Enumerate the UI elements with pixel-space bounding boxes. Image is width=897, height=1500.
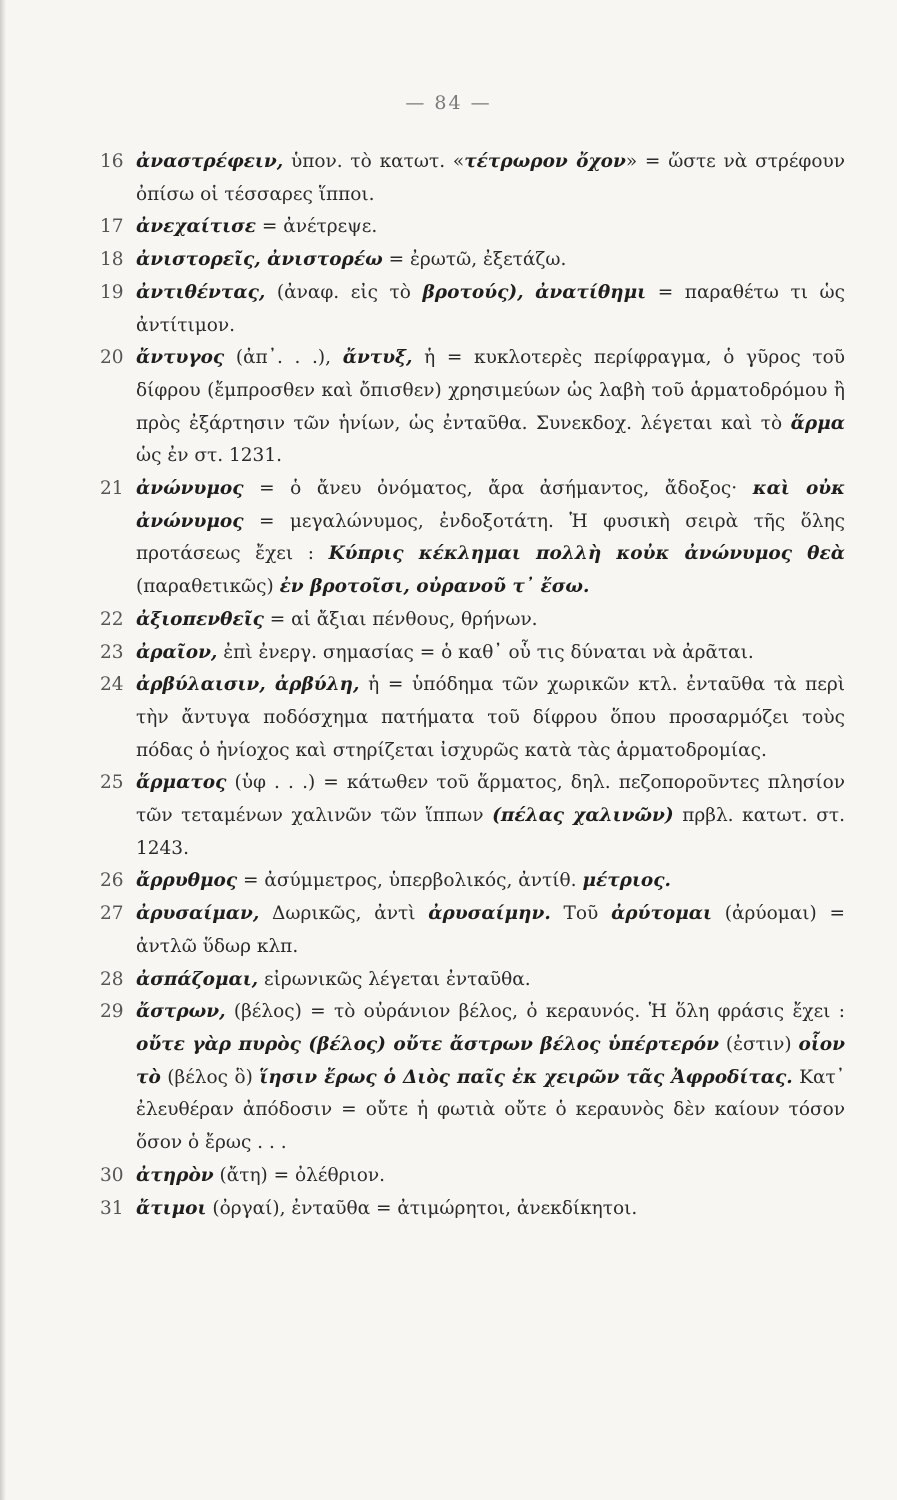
note-text xyxy=(136,244,845,277)
headword: ἀτηρὸν xyxy=(136,1164,214,1186)
note-number: 21 xyxy=(100,478,124,500)
page-number: — 84 — xyxy=(405,92,492,114)
note-text xyxy=(136,964,845,997)
gloss-text: ὑπον. τὸ κατωτ. « xyxy=(283,151,465,172)
headword: ἵησιν ἔρως ὁ Διὸς παῖς ἐκ χειρῶν τᾶς Ἀφροδίτας. xyxy=(259,1066,793,1088)
note-entry xyxy=(100,767,845,865)
gloss-text: Τοῦ xyxy=(550,903,612,925)
headword: ἀρύτομαι xyxy=(611,903,712,925)
headword: μέτριος. xyxy=(582,870,671,892)
note-text xyxy=(136,637,845,670)
headword: οἷον τὸ xyxy=(136,1033,845,1088)
note-number: 24 xyxy=(100,674,124,696)
gloss-text: (ἀρύομαι) = ἀντλῶ ὕδωρ κλπ. xyxy=(136,903,845,957)
gloss-text: Δωρικῶς, ἀντὶ xyxy=(259,903,429,925)
gloss-text: (ἀναφ. εἰς τὸ xyxy=(265,281,423,303)
gloss-text: πρβλ. κατωτ. στ. 1243. xyxy=(136,805,845,859)
note-entry xyxy=(100,865,845,898)
headword: ἀρυσαίμαν, xyxy=(136,903,260,925)
note-entry xyxy=(100,898,845,963)
gloss-text: (βέλος ὃ) xyxy=(160,1066,260,1088)
note-entry xyxy=(100,211,845,244)
note-text xyxy=(136,767,845,865)
headword: Κύπρις κέκλημαι πολλὴ κοὐκ ἀνώνυμος θεὰ xyxy=(328,543,845,565)
note-entry xyxy=(100,1193,845,1226)
headword: βροτούς), xyxy=(422,281,524,303)
gloss-text: ἡ = κυκλοτερὲς περίφραγμα, ὁ γῦρος τοῦ δίφρου (ἔμπροσθεν καὶ ὄπισθεν) χρησιμεύων ὡς λαβὴ τοῦ ἁρματοδρόμου ἢ πρὸς ἐξάρτησιν τῶν ἡνίων, ὡς ἐνταῦθα. Συνεκδοχ. λέγεται καὶ τὸ xyxy=(136,347,845,434)
note-number: 31 xyxy=(100,1197,124,1219)
headword: ἀρυσαίμην. xyxy=(428,903,551,925)
note-number: 27 xyxy=(100,903,124,925)
note-text xyxy=(136,342,845,473)
headword: ἀραῖον, xyxy=(136,641,218,663)
headword: ἄστρων, xyxy=(136,1001,226,1023)
headword: ἄρρυθμος xyxy=(136,870,238,892)
note-number: 19 xyxy=(100,281,124,303)
note-text xyxy=(136,1193,845,1226)
headword: ἀσπάζομαι, xyxy=(136,968,259,990)
gloss-text xyxy=(524,282,536,303)
note-number: 28 xyxy=(100,968,124,990)
gloss-text: = ἀσύμμετρος, ὑπερβολικός, ἀντίθ. xyxy=(237,870,583,892)
note-entry xyxy=(100,342,845,473)
note-number: 22 xyxy=(100,608,124,630)
page-binding-edge xyxy=(0,0,6,1500)
note-text xyxy=(136,211,845,244)
gloss-text: (ἄτη) = ὀλέθριον. xyxy=(213,1164,385,1186)
headword: ἀνιστορεῖς, ἀνιστορέω xyxy=(136,249,383,271)
note-entry xyxy=(100,637,845,670)
gloss-text: = μεγαλώνυμος, ἐνδοξοτάτη. Ἡ φυσικὴ σειρὰ τῆς ὅλης προτάσεως ἔχει : xyxy=(136,510,845,565)
gloss-text: » = ὥστε νὰ στρέφουν ὀπίσω οἱ τέσσαρες ἵπποι. xyxy=(136,151,846,205)
gloss-text: (ὑφ . . .) = κάτωθεν τοῦ ἅρματος, δηλ. πεζοποροῦντες πλησίον τῶν τεταμένων χαλινῶν τῶν ἵππων xyxy=(136,772,845,827)
headword: οὔτε γὰρ πυρὸς (βέλος) οὔτε ἄστρων βέλος ὑπέρτερόν xyxy=(136,1033,719,1055)
headword: ἀρβύλαισιν, ἀρβύλη, xyxy=(136,674,360,696)
headword: ἀντιθέντας, xyxy=(136,281,266,303)
note-text xyxy=(136,1160,845,1193)
note-text xyxy=(136,473,845,604)
note-text xyxy=(136,604,845,637)
note-entry xyxy=(100,473,845,604)
headword: ἐν βροτοῖσι, οὐρανοῦ τ᾽ ἔσω. xyxy=(279,576,590,598)
gloss-text: (παραθετικῶς) xyxy=(136,576,280,598)
gloss-text: = αἱ ἄξιαι πένθους, θρήνων. xyxy=(263,608,538,630)
gloss-text: = ἐρωτῶ, ἐξετάζω. xyxy=(382,249,567,271)
note-entry xyxy=(100,1160,845,1193)
gloss-text: (ἐστιν) xyxy=(718,1033,799,1055)
note-entry xyxy=(100,669,845,767)
note-text xyxy=(136,865,845,898)
headword: ἄτιμοι xyxy=(136,1197,207,1219)
note-number: 26 xyxy=(100,870,124,892)
note-number: 29 xyxy=(100,1001,124,1023)
note-text xyxy=(136,898,845,963)
headword: ἄντυγος xyxy=(136,347,225,369)
headword: τέτρωρον ὄχον xyxy=(464,151,626,172)
gloss-text: (ἀπ᾽. . .), xyxy=(224,347,343,369)
note-entry xyxy=(100,964,845,997)
headword: ἀνεχαίτισε xyxy=(136,216,256,238)
headword: ἀνώνυμος xyxy=(136,478,244,500)
note-text xyxy=(136,146,845,211)
note-entry xyxy=(100,277,845,342)
note-number: 16 xyxy=(100,151,124,172)
headword: ἅρματος xyxy=(136,772,227,794)
note-number: 20 xyxy=(100,347,124,369)
gloss-text: Κατ᾽ ἐλευθέραν ἀπόδοσιν = οὔτε ἡ φωτιὰ οὔτε ὁ κεραυνὸς δὲν καίουν τόσον ὅσον ὁ ἔρως . . . xyxy=(136,1066,845,1154)
headword: καὶ οὐκ ἀνώνυμος xyxy=(136,478,845,532)
gloss-text: = παραθέτω τι ὡς ἀντίτιμον. xyxy=(136,281,845,336)
headword: ἀξιοπενθεῖς xyxy=(136,608,264,630)
note-number: 30 xyxy=(100,1164,124,1186)
note-entry xyxy=(100,244,845,277)
note-entry xyxy=(100,604,845,637)
headword: ἀναστρέφειν, xyxy=(136,151,284,172)
note-text xyxy=(136,669,845,767)
note-text xyxy=(136,277,845,342)
note-entry xyxy=(100,996,845,1160)
gloss-text: (ὀργαί), ἐνταῦθα = ἀτιμώρητοι, ἀνεκδίκητοι. xyxy=(206,1197,638,1219)
note-text xyxy=(136,996,845,1160)
gloss-text: ἡ = ὑπόδημα τῶν χωρικῶν κτλ. ἐνταῦθα τὰ περὶ τὴν ἄντυγα ποδόσχημα πατήματα τοῦ δίφρου ὅπου προσαρμόζει τοὺς πόδας ὁ ἡνίοχος καὶ στηρίζεται ἰσχυρῶς κατὰ τὰς ἁρματοδρομίας. xyxy=(136,674,845,761)
gloss-text: = ὁ ἄνευ ὀνόματος, ἄρα ἀσήμαντος, ἄδοξος· xyxy=(243,478,753,500)
gloss-text: ὡς ἐν στ. 1231. xyxy=(136,445,282,467)
glossary-notes xyxy=(100,146,845,1225)
gloss-text: (βέλος) = τὸ οὐράνιον βέλος, ὁ κεραυνός. Ἡ ὅλη φράσις ἔχει : xyxy=(225,1001,845,1023)
gloss-text: ἐπὶ ἐνεργ. σημασίας = ὁ καθ᾽ οὗ τις δύναται νὰ ἀρᾶται. xyxy=(217,641,754,663)
note-entry xyxy=(100,146,845,211)
headword: ἅρμα xyxy=(790,412,845,434)
headword: ἀνατίθημι xyxy=(535,281,647,303)
gloss-text: εἰρωνικῶς λέγεται ἐνταῦθα. xyxy=(258,968,531,990)
note-number: 23 xyxy=(100,641,124,663)
headword: ἄντυξ, xyxy=(342,347,413,369)
note-number: 25 xyxy=(100,772,124,794)
note-number: 18 xyxy=(100,249,124,271)
headword: (πέλας χαλινῶν) xyxy=(492,805,674,827)
gloss-text: = ἀνέτρεψε. xyxy=(255,216,378,238)
note-number: 17 xyxy=(100,216,124,238)
